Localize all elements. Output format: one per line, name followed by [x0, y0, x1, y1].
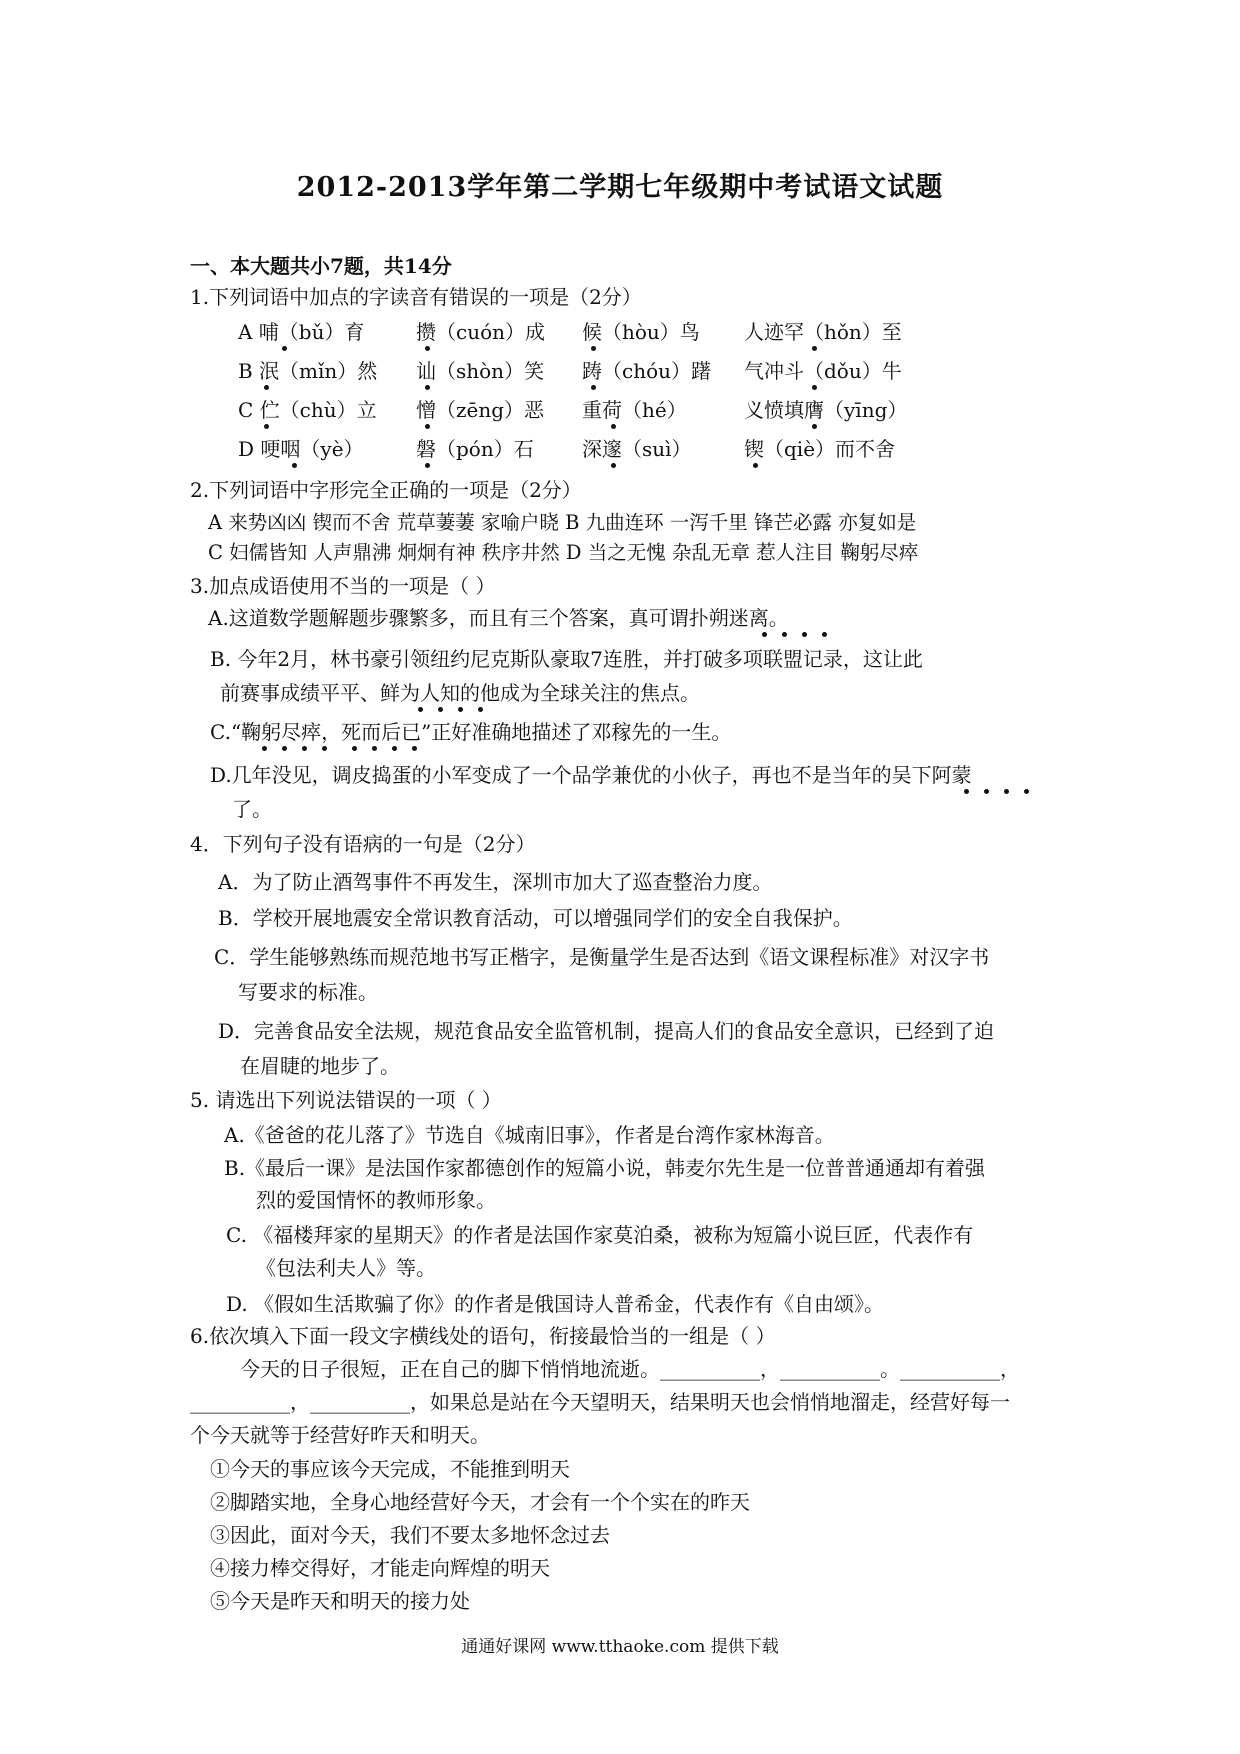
q3-option-c: C.“鞠躬尽瘁，死而后已”正好准确地描述了邓稼先的一生。 [210, 720, 732, 744]
q5-option-c: C. 《福楼拜家的星期天》的作者是法国作家莫泊桑，被称为短篇小说巨匠，代表作有 [226, 1223, 974, 1247]
q1-option: 踌（chóu）躇 [582, 359, 712, 383]
q1-option: 候（hòu）鸟 [582, 320, 700, 344]
emphasis-dot [802, 632, 807, 637]
emphasis-dot [425, 463, 430, 468]
q4-option-b: B．学校开展地震安全常识教育活动，可以增强同学们的安全自我保护。 [218, 906, 853, 930]
q2-stem: 2.下列词语中字形完全正确的一项是（2分） [190, 478, 582, 502]
q6-item: ①今天的事应该今天完成，不能推到明天 [210, 1457, 570, 1481]
emphasis-dot [611, 463, 616, 468]
q1-option: C 伫（chù）立 [238, 398, 377, 422]
q5-option-c-cont: 《包法利夫人》等。 [256, 1256, 436, 1280]
emphasis-dot [302, 746, 307, 751]
emphasis-dot [458, 707, 463, 712]
q6-item: ④接力棒交得好，才能走向辉煌的明天 [210, 1556, 550, 1580]
q3-stem: 3.加点成语使用不当的一项是（ ） [190, 574, 496, 598]
q1-option: 深邃（suì） [582, 437, 692, 461]
q1-stem: 1.下列词语中加点的字读音有错误的一项是（2分） [190, 285, 642, 309]
q2-options-line: C 妇儒皆知 人声鼎沸 炯炯有神 秩序井然 D 当之无愧 杂乱无章 惹人注目 鞠躬尽瘁 [208, 541, 919, 564]
q1-option: D 哽咽（yè） [238, 437, 364, 461]
q1-option: 讪（shòn）笑 [416, 359, 545, 383]
emphasis-dot [262, 746, 267, 751]
emphasis-dot [812, 346, 817, 351]
q3-option-b-cont: 前赛事成绩平平、鲜为人知的他成为全球关注的焦点。 [220, 681, 700, 705]
q2-options-line: A 来势凶凶 锲而不舍 荒草萋萋 家喻户晓 B 九曲连环 一泻千里 锋芒必露 亦复如是 [208, 511, 917, 534]
q6-passage: __________，__________，如果总是站在今天望明天，结果明天也会悄悄地溜走，经营好每一 [190, 1390, 1010, 1414]
emphasis-dot [412, 746, 417, 751]
emphasis-dot [812, 385, 817, 390]
emphasis-dot [478, 707, 483, 712]
emphasis-dot [762, 632, 767, 637]
q1-option: 义愤填膺（yīng） [744, 398, 908, 422]
q1-option: B 泯（mǐn）然 [238, 359, 378, 383]
q6-item: ③因此，面对今天，我们不要太多地怀念过去 [210, 1523, 610, 1547]
emphasis-dot [591, 385, 596, 390]
q5-option-a: A.《爸爸的花儿落了》节选自《城南旧事》，作者是台湾作家林海音。 [224, 1123, 835, 1147]
q1-option: 攒（cuón）成 [416, 320, 546, 344]
q5-option-b-cont: 烈的爱国情怀的教师形象。 [256, 1188, 496, 1212]
q4-option-c: C．学生能够熟练而规范地书写正楷字，是衡量学生是否达到《语文课程标准》对汉字书 [214, 945, 990, 969]
q1-option: 锲（qiè）而不舍 [744, 437, 896, 461]
q6-passage: 今天的日子很短，正在自己的脚下悄悄地流逝。__________，__________。__________， [240, 1357, 1020, 1381]
emphasis-dot [282, 746, 287, 751]
q4-option-c-cont: 写要求的标准。 [238, 980, 378, 1004]
emphasis-dot [292, 463, 297, 468]
q3-option-d-cont: 了。 [232, 797, 272, 821]
emphasis-dot [1024, 789, 1029, 794]
q4-option-d-cont: 在眉睫的地步了。 [240, 1054, 400, 1078]
q6-passage: 个今天就等于经营好昨天和明天。 [190, 1423, 490, 1447]
q5-stem: 5. 请选出下列说法错误的一项（ ） [190, 1088, 502, 1112]
page-footer: 通通好课网 www.tthaoke.com 提供下载 [461, 1637, 779, 1657]
q1-option: 重荷（hé） [582, 398, 687, 422]
q3-option-a: A.这道数学题解题步骤繁多，而且有三个答案，真可谓扑朔迷离。 [208, 606, 789, 630]
q6-item: ②脚踏实地，全身心地经营好今天，才会有一个个实在的昨天 [210, 1490, 750, 1514]
q3-option-d: D.几年没见，调皮捣蛋的小军变成了一个品学兼优的小伙子，再也不是当年的吴下阿蒙 [210, 763, 972, 787]
emphasis-dot [418, 707, 423, 712]
emphasis-dot [812, 424, 817, 429]
emphasis-dot [372, 746, 377, 751]
q4-option-a: A．为了防止酒驾事件不再发生，深圳市加大了巡查整治力度。 [218, 870, 773, 894]
emphasis-dot [822, 632, 827, 637]
q4-stem: 4．下列句子没有语病的一句是（2分） [190, 832, 536, 856]
emphasis-dot [984, 789, 989, 794]
q1-option: 气冲斗（dǒu）牛 [744, 359, 902, 383]
emphasis-dot [322, 746, 327, 751]
emphasis-dot [352, 746, 357, 751]
emphasis-dot [264, 385, 269, 390]
emphasis-dot [425, 385, 430, 390]
q4-option-d: D．完善食品安全法规，规范食品安全监管机制，提高人们的食品安全意识，已经到了迫 [218, 1019, 995, 1043]
emphasis-dot [753, 463, 758, 468]
emphasis-dot [438, 707, 443, 712]
emphasis-dot [964, 789, 969, 794]
q1-option: 人迹罕（hǒn）至 [744, 320, 902, 344]
q5-option-b: B.《最后一课》是法国作家都德创作的短篇小说，韩麦尔先生是一位普普通通却有着强 [224, 1156, 986, 1180]
q5-option-d: D. 《假如生活欺骗了你》的作者是俄国诗人普希金，代表作有《自由颂》。 [226, 1292, 885, 1316]
q3-option-b: B. 今年2月，林书豪引领纽约尼克斯队豪取7连胜，并打破多项联盟记录，这让此 [210, 647, 923, 671]
emphasis-dot [591, 346, 596, 351]
emphasis-dot [425, 424, 430, 429]
emphasis-dot [282, 346, 287, 351]
section-heading: 一、本大题共小7题，共14分 [190, 254, 452, 278]
emphasis-dot [425, 346, 430, 351]
emphasis-dot [264, 424, 269, 429]
q1-option: A 哺（bǔ）育 [238, 320, 365, 344]
page-title: 2012-2013学年第二学期七年级期中考试语文试题 [296, 172, 944, 203]
emphasis-dot [392, 746, 397, 751]
q1-option: 憎（zēng）恶 [416, 398, 545, 422]
q6-item: ⑤今天是昨天和明天的接力处 [210, 1589, 470, 1613]
q6-stem: 6.依次填入下面一段文字横线处的语句，衔接最恰当的一组是（ ） [190, 1324, 776, 1348]
q1-option: 磐（pón）石 [416, 437, 534, 461]
emphasis-dot [1004, 789, 1009, 794]
emphasis-dot [782, 632, 787, 637]
emphasis-dot [611, 424, 616, 429]
